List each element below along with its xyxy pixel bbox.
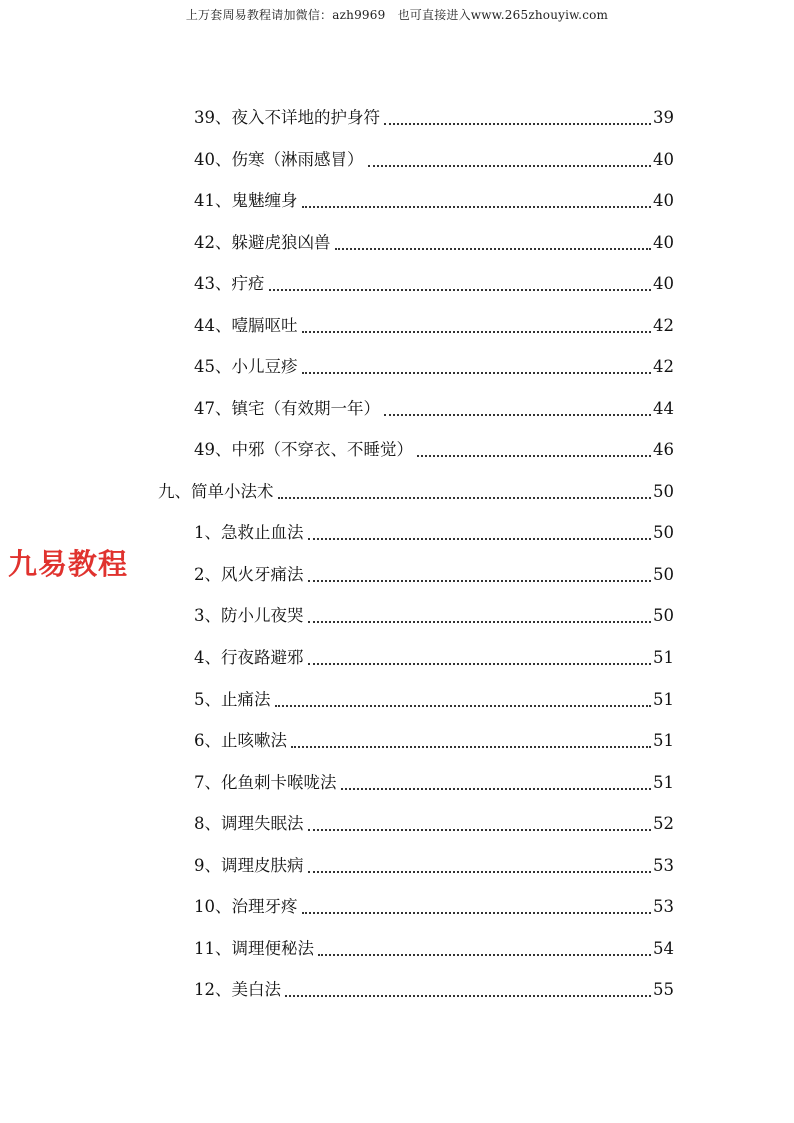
toc-entry-page: 50 xyxy=(653,565,674,584)
toc-entry[interactable] xyxy=(194,519,674,547)
toc-entry[interactable] xyxy=(194,104,674,132)
toc-entry[interactable] xyxy=(194,852,674,880)
toc-leader-dots xyxy=(341,786,652,790)
toc-leader-dots xyxy=(384,412,651,416)
toc-entry-page: 40 xyxy=(653,274,674,293)
toc-entry-page: 44 xyxy=(653,399,674,418)
toc-entry[interactable] xyxy=(194,561,674,589)
toc-leader-dots xyxy=(291,744,651,748)
toc-entry-title: 10、治理牙疼 xyxy=(194,897,298,916)
toc-leader-dots xyxy=(278,495,652,499)
toc-leader-dots xyxy=(308,869,652,873)
toc-section-entry[interactable] xyxy=(158,478,674,506)
toc-entry[interactable] xyxy=(194,935,674,963)
toc-entry[interactable] xyxy=(194,686,674,714)
toc-entry[interactable] xyxy=(194,187,674,215)
toc-leader-dots xyxy=(308,536,652,540)
toc-entry[interactable] xyxy=(194,229,674,257)
toc-entry-title: 4、行夜路避邪 xyxy=(194,648,304,667)
toc-entry-page: 50 xyxy=(653,523,674,542)
toc-entry[interactable] xyxy=(194,893,674,921)
toc-entry-title: 11、调理便秘法 xyxy=(194,939,314,958)
toc-entry-title: 9、调理皮肤病 xyxy=(194,856,304,875)
toc-entry[interactable] xyxy=(194,644,674,672)
toc-leader-dots xyxy=(384,121,651,125)
toc-entry-title: 2、风火牙痛法 xyxy=(194,565,304,584)
toc-entry-title: 九、简单小法术 xyxy=(158,482,274,501)
toc-leader-dots xyxy=(335,246,652,250)
toc-entry-title: 39、夜入不详地的护身符 xyxy=(194,108,380,127)
toc-entry-page: 42 xyxy=(653,357,674,376)
toc-entry[interactable] xyxy=(194,353,674,381)
toc-entry[interactable] xyxy=(194,727,674,755)
toc-entry-title: 8、调理失眠法 xyxy=(194,814,304,833)
toc-entry-title: 43、疔疮 xyxy=(194,274,265,293)
toc-leader-dots xyxy=(417,453,651,457)
toc-entry-page: 40 xyxy=(653,150,674,169)
toc-entry-title: 49、中邪（不穿衣、不睡觉） xyxy=(194,440,413,459)
page-header: 上万套周易教程请加微信：azh9969 也可直接进入www.265zhouyiw.com xyxy=(185,8,609,22)
toc-leader-dots xyxy=(308,661,652,665)
toc-entry-page: 40 xyxy=(653,191,674,210)
toc-entry-title: 40、伤寒（淋雨感冒） xyxy=(194,150,364,169)
toc-entry-page: 40 xyxy=(653,233,674,252)
toc-leader-dots xyxy=(285,993,651,997)
toc-entry[interactable] xyxy=(194,436,674,464)
toc-entry-title: 3、防小儿夜哭 xyxy=(194,606,304,625)
toc-leader-dots xyxy=(302,204,652,208)
toc-entry[interactable] xyxy=(194,395,674,423)
toc-entry-page: 50 xyxy=(653,606,674,625)
toc-entry-title: 12、美白法 xyxy=(194,980,281,999)
toc-entry-page: 46 xyxy=(653,440,674,459)
toc-entry-page: 51 xyxy=(653,690,674,709)
toc-entry-title: 44、噎膈呕吐 xyxy=(194,316,298,335)
toc-entry-page: 52 xyxy=(653,814,674,833)
toc-leader-dots xyxy=(318,952,651,956)
toc-entry-title: 42、躲避虎狼凶兽 xyxy=(194,233,331,252)
toc-leader-dots xyxy=(368,163,652,167)
toc-entry[interactable] xyxy=(194,810,674,838)
toc-entry-page: 51 xyxy=(653,773,674,792)
toc-entry[interactable] xyxy=(194,769,674,797)
toc-entry[interactable] xyxy=(194,602,674,630)
toc-entry-title: 45、小儿豆疹 xyxy=(194,357,298,376)
toc-leader-dots xyxy=(308,619,652,623)
toc-entry[interactable] xyxy=(194,270,674,298)
toc-entry-page: 50 xyxy=(653,482,674,501)
toc-leader-dots xyxy=(308,578,652,582)
toc-leader-dots xyxy=(302,910,652,914)
toc-entry[interactable] xyxy=(194,976,674,1004)
toc-entry-page: 53 xyxy=(653,897,674,916)
toc-entry-title: 47、镇宅（有效期一年） xyxy=(194,399,380,418)
toc-leader-dots xyxy=(302,329,652,333)
toc-entry-page: 42 xyxy=(653,316,674,335)
toc-entry[interactable] xyxy=(194,312,674,340)
toc-leader-dots xyxy=(308,827,652,831)
watermark-logo: 九易教程 xyxy=(8,547,129,581)
toc-entry-page: 51 xyxy=(653,731,674,750)
toc-entry-page: 51 xyxy=(653,648,674,667)
toc-entry-title: 5、止痛法 xyxy=(194,690,271,709)
toc-entry-page: 53 xyxy=(653,856,674,875)
toc-leader-dots xyxy=(269,287,652,291)
toc-entry-title: 1、急救止血法 xyxy=(194,523,304,542)
toc-entry-title: 7、化鱼刺卡喉咙法 xyxy=(194,773,337,792)
toc-leader-dots xyxy=(275,703,652,707)
toc-leader-dots xyxy=(302,370,652,374)
toc-entry-title: 6、止咳嗽法 xyxy=(194,731,287,750)
toc-entry-title: 41、鬼魅缠身 xyxy=(194,191,298,210)
toc-entry-page: 39 xyxy=(653,108,674,127)
toc-entry[interactable] xyxy=(194,146,674,174)
toc-entry-page: 55 xyxy=(653,980,674,999)
toc-entry-page: 54 xyxy=(653,939,674,958)
